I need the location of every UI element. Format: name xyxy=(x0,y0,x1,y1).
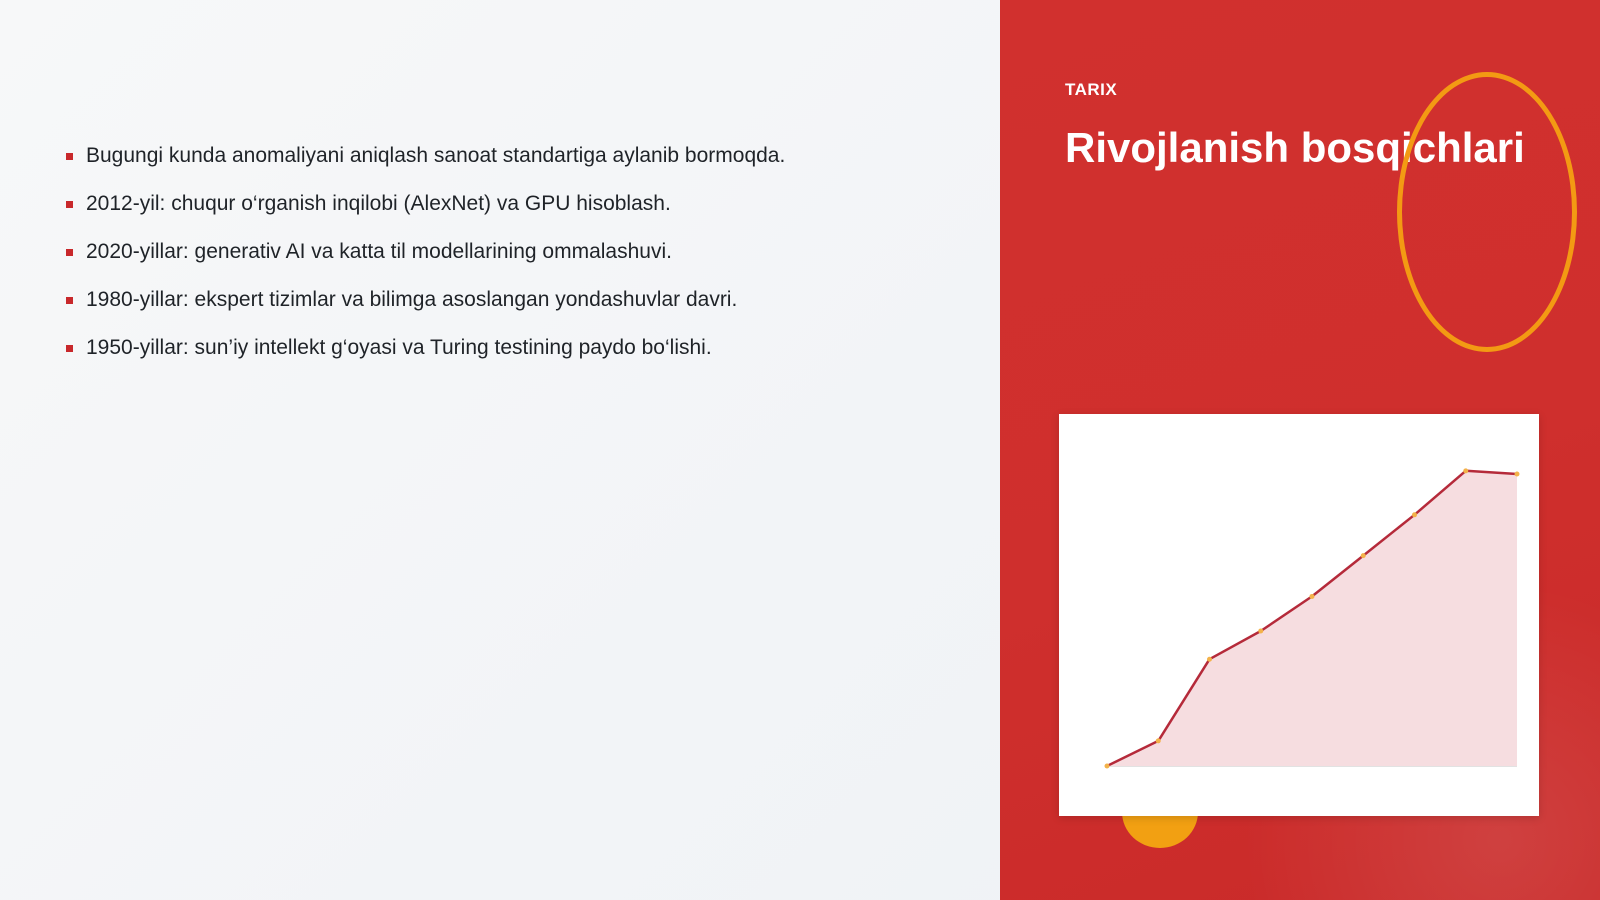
data-point xyxy=(1105,764,1110,769)
bullet-text: 1950-yillar: sun’iy intellekt g‘oyasi va Turing testining paydo bo‘lishi. xyxy=(86,336,712,359)
bullet-item xyxy=(66,284,785,332)
data-point xyxy=(1207,657,1212,662)
bullet-square-icon xyxy=(66,345,73,352)
data-point xyxy=(1258,628,1263,633)
bullet-item xyxy=(66,236,785,284)
bullet-square-icon xyxy=(66,201,73,208)
bullet-square-icon xyxy=(66,153,73,160)
bullet-square-icon xyxy=(66,297,73,304)
area-chart xyxy=(1059,414,1539,816)
decorative-ring xyxy=(1397,72,1577,352)
bullet-text: 2012-yil: chuqur o‘rganish inqilobi (AlexNet) va GPU hisoblash. xyxy=(86,192,671,215)
bullet-item xyxy=(66,332,785,380)
bullet-text: 1980-yillar: ekspert tizimlar va bilimga asoslangan yondashuvlar davri. xyxy=(86,288,738,311)
data-point xyxy=(1361,553,1366,558)
bullet-text: 2020-yillar: generativ AI va katta til modellarining ommalashuvi. xyxy=(86,240,672,263)
data-point xyxy=(1515,471,1520,476)
series-area xyxy=(1107,471,1517,766)
data-point xyxy=(1412,512,1417,517)
bullet-text: Bugungi kunda anomaliyani aniqlash sanoat standartiga aylanib bormoqda. xyxy=(86,144,786,167)
title-panel xyxy=(1000,0,1600,900)
bullet-square-icon xyxy=(66,249,73,256)
bullet-list xyxy=(66,140,785,380)
bullet-item xyxy=(66,188,785,236)
section-kicker: TARIX xyxy=(1065,80,1118,99)
data-point xyxy=(1310,594,1315,599)
slide-title: Rivojlanish bosqichlari xyxy=(1065,124,1525,171)
data-point xyxy=(1156,738,1161,743)
chart-card xyxy=(1059,414,1539,816)
bullet-item xyxy=(66,140,785,188)
data-point xyxy=(1463,468,1468,473)
